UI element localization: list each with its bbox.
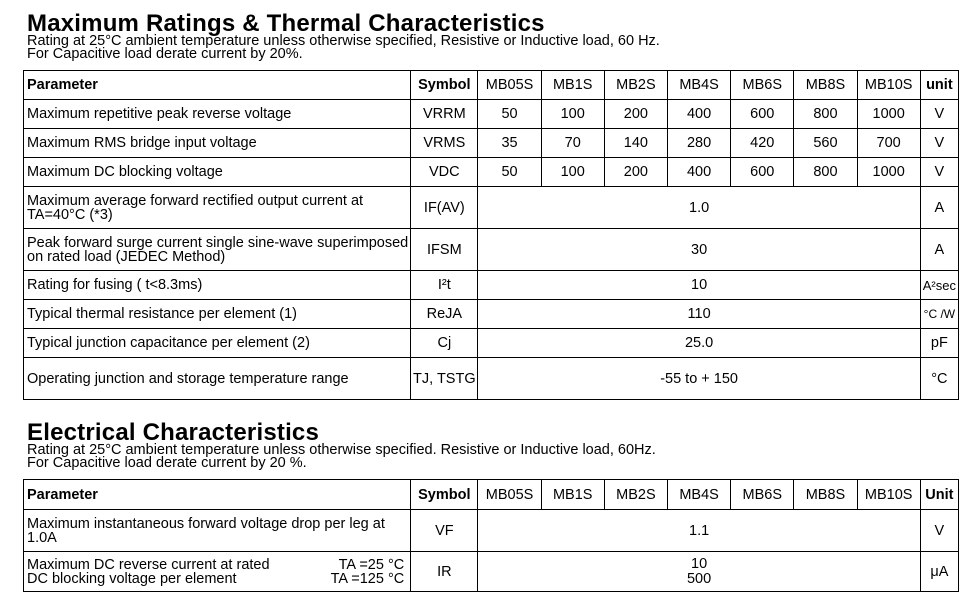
header-part: MB1S bbox=[541, 71, 604, 100]
unit-cell: V bbox=[920, 158, 958, 187]
param-cell bbox=[24, 552, 411, 592]
header-part: MB05S bbox=[478, 71, 541, 100]
value-cell: 400 bbox=[668, 158, 731, 187]
value-cell: 140 bbox=[604, 129, 667, 158]
header-unit: Unit bbox=[920, 480, 958, 510]
header-part: MB2S bbox=[604, 480, 667, 510]
table-row bbox=[24, 300, 959, 329]
table-row bbox=[24, 129, 959, 158]
header-parameter: Parameter bbox=[24, 71, 411, 100]
table-row bbox=[24, 100, 959, 129]
electrical-table bbox=[23, 479, 959, 592]
param-cell: Maximum instantaneous forward voltage drop per leg at 1.0A bbox=[24, 510, 411, 552]
value-cell: 35 bbox=[478, 129, 541, 158]
symbol-cell: I²t bbox=[411, 271, 478, 300]
table-row bbox=[24, 510, 959, 552]
symbol-cell: ReJA bbox=[411, 300, 478, 329]
param-cell: Rating for fusing ( t<8.3ms) bbox=[24, 271, 411, 300]
value-cell: 10 bbox=[478, 271, 920, 300]
table-row bbox=[24, 187, 959, 229]
param-cell: Maximum RMS bridge input voltage bbox=[24, 129, 411, 158]
value-cell: 50 bbox=[478, 158, 541, 187]
header-parameter: Parameter bbox=[24, 480, 411, 510]
table-row bbox=[24, 158, 959, 187]
table-row bbox=[24, 271, 959, 300]
value-cell: 100 bbox=[541, 100, 604, 129]
value-cell: 200 bbox=[604, 100, 667, 129]
value-cell: 560 bbox=[794, 129, 857, 158]
value-cell: 100 bbox=[541, 158, 604, 187]
header-part: MB2S bbox=[604, 71, 667, 100]
param-cell: Operating junction and storage temperature range bbox=[24, 358, 411, 400]
header-part: MB6S bbox=[731, 480, 794, 510]
param-line bbox=[27, 572, 410, 586]
unit-cell: A bbox=[920, 187, 958, 229]
symbol-cell: VRRM bbox=[411, 100, 478, 129]
value-cell: 400 bbox=[668, 100, 731, 129]
param-text: DC blocking voltage per element bbox=[27, 570, 237, 587]
value-cell: 1000 bbox=[857, 158, 920, 187]
param-cell: Typical thermal resistance per element (1) bbox=[24, 300, 411, 329]
electrical-header-row bbox=[24, 480, 959, 510]
header-part: MB4S bbox=[668, 71, 731, 100]
ratings-table bbox=[23, 70, 959, 400]
symbol-cell: IFSM bbox=[411, 229, 478, 271]
table-row bbox=[24, 552, 959, 592]
symbol-cell: Cj bbox=[411, 329, 478, 358]
ratings-header-row bbox=[24, 71, 959, 100]
condition-text: TA =125 °C bbox=[330, 570, 405, 587]
value-cell: 70 bbox=[541, 129, 604, 158]
param-line bbox=[27, 558, 410, 572]
value-cell: 700 bbox=[857, 129, 920, 158]
value-cell: 600 bbox=[731, 158, 794, 187]
value-cell: 25.0 bbox=[478, 329, 920, 358]
header-part: MB05S bbox=[478, 480, 541, 510]
electrical-note-2: For Capacitive load derate current by 20 %. bbox=[27, 455, 307, 471]
unit-cell: A bbox=[920, 229, 958, 271]
ratings-note-1: Rating at 25°C ambient temperature unless otherwise specified, Resistive or Inductive load, 60 Hz. bbox=[27, 33, 660, 49]
header-part: MB8S bbox=[794, 71, 857, 100]
header-part: MB10S bbox=[857, 71, 920, 100]
value-cell: 600 bbox=[731, 100, 794, 129]
value-cell: 200 bbox=[604, 158, 667, 187]
value-line: 10 bbox=[691, 555, 708, 572]
value-cell: 110 bbox=[478, 300, 920, 329]
symbol-cell: VF bbox=[411, 510, 478, 552]
unit-cell: °C bbox=[920, 358, 958, 400]
value-cell: 420 bbox=[731, 129, 794, 158]
header-symbol: Symbol bbox=[411, 480, 478, 510]
unit-cell: μA bbox=[920, 552, 958, 592]
unit-cell: V bbox=[920, 100, 958, 129]
value-cell: 1.1 bbox=[478, 510, 920, 552]
unit-cell: V bbox=[920, 510, 958, 552]
param-cell: Maximum average forward rectified output current at TA=40°C (*3) bbox=[24, 187, 411, 229]
symbol-cell: IR bbox=[411, 552, 478, 592]
ratings-heading bbox=[27, 10, 963, 62]
header-part: MB4S bbox=[668, 480, 731, 510]
value-cell: 30 bbox=[478, 229, 920, 271]
ratings-title: Maximum Ratings & Thermal Characteristics bbox=[27, 10, 545, 37]
param-cell: Peak forward surge current single sine-wave superimposed on rated load (JEDEC Method) bbox=[24, 229, 411, 271]
param-text: Maximum DC reverse current at rated bbox=[27, 556, 270, 573]
header-part: MB1S bbox=[541, 480, 604, 510]
value-cell: 800 bbox=[794, 100, 857, 129]
table-row bbox=[24, 358, 959, 400]
symbol-cell: TJ, TSTG bbox=[411, 358, 478, 400]
header-part: MB10S bbox=[857, 480, 920, 510]
electrical-title: Electrical Characteristics bbox=[27, 419, 320, 446]
value-cell: 1000 bbox=[857, 100, 920, 129]
electrical-note-1: Rating at 25°C ambient temperature unless otherwise specified. Resistive or Inductive load, 60Hz. bbox=[27, 442, 656, 458]
unit-cell: °C /W bbox=[920, 300, 958, 329]
table-row bbox=[24, 229, 959, 271]
electrical-heading bbox=[27, 419, 963, 471]
symbol-cell: IF(AV) bbox=[411, 187, 478, 229]
condition-text: TA =25 °C bbox=[338, 556, 405, 573]
param-cell: Typical junction capacitance per element (2) bbox=[24, 329, 411, 358]
unit-cell: pF bbox=[920, 329, 958, 358]
param-cell: Maximum repetitive peak reverse voltage bbox=[24, 100, 411, 129]
value-cell bbox=[478, 552, 920, 592]
param-cell: Maximum DC blocking voltage bbox=[24, 158, 411, 187]
value-line: 500 bbox=[686, 570, 712, 587]
unit-cell: A²sec bbox=[920, 271, 958, 300]
header-part: MB8S bbox=[794, 480, 857, 510]
header-unit: unit bbox=[920, 71, 958, 100]
value-cell: 1.0 bbox=[478, 187, 920, 229]
value-cell: 280 bbox=[668, 129, 731, 158]
header-symbol: Symbol bbox=[411, 71, 478, 100]
value-cell: 50 bbox=[478, 100, 541, 129]
ratings-note-2: For Capacitive load derate current by 20%. bbox=[27, 46, 303, 62]
symbol-cell: VDC bbox=[411, 158, 478, 187]
value-cell: 800 bbox=[794, 158, 857, 187]
table-row bbox=[24, 329, 959, 358]
value-cell: -55 to + 150 bbox=[478, 358, 920, 400]
header-part: MB6S bbox=[731, 71, 794, 100]
unit-cell: V bbox=[920, 129, 958, 158]
symbol-cell: VRMS bbox=[411, 129, 478, 158]
